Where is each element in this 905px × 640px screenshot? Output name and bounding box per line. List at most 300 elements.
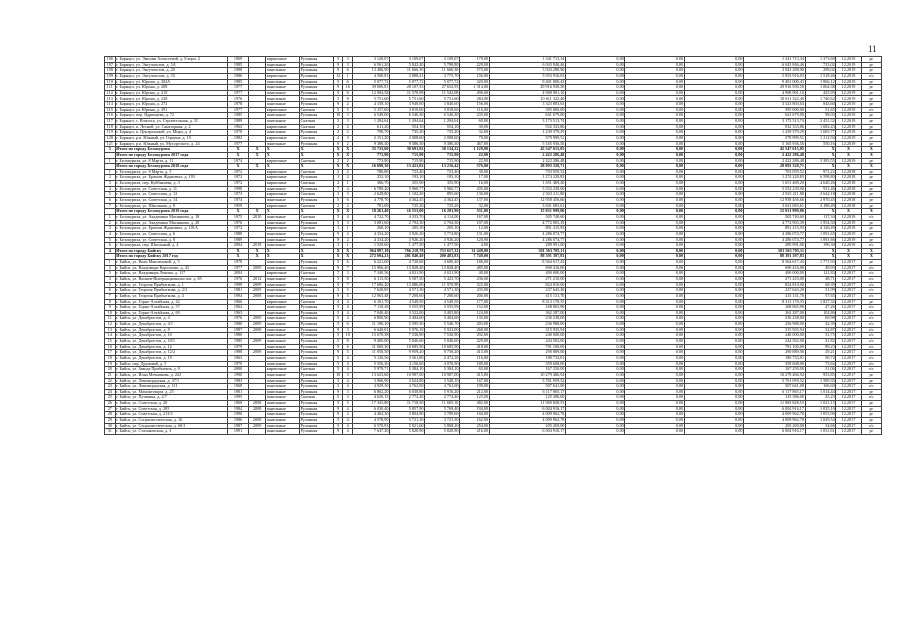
table-cell: панельные: [266, 243, 300, 249]
table-cell: 20: [105, 367, 116, 373]
table-cell: 10 987,00: [390, 372, 425, 378]
table-cell: 1 518,46: [805, 73, 836, 79]
table-cell: 12.2017: [836, 333, 861, 339]
table-cell: 7 536,90: [390, 333, 425, 339]
table-cell: 9: [333, 90, 343, 96]
table-cell: 4 076,50: [425, 361, 460, 367]
table-cell: 12: [105, 322, 116, 328]
table-cell: 30,00: [460, 169, 490, 175]
table-cell: 47,26: [805, 305, 836, 311]
table-cell: 7 340,56: [352, 271, 389, 277]
table-cell: 0,00: [625, 169, 684, 175]
table-cell: 2 008,60: [425, 135, 460, 141]
table-cell: 3: [343, 395, 353, 401]
table-cell: 641 679,00: [744, 113, 805, 119]
table-cell: 1 771,93: [805, 260, 836, 266]
table-cell: X: [266, 254, 300, 260]
table-cell: 0,00: [625, 406, 684, 412]
table-cell: 30 134,22: [425, 147, 460, 153]
table-cell: о/с: [861, 395, 881, 401]
table-cell: Скатная: [300, 135, 334, 141]
table-cell: Рулонная: [300, 130, 334, 136]
table-cell: 0,00: [625, 175, 684, 181]
table-cell: [249, 429, 266, 435]
table-cell: г. Барнаул, ул. Юрина, д. 204А: [115, 79, 227, 85]
table-cell: Рулонная: [300, 350, 334, 356]
table-cell: 1998: [227, 186, 248, 192]
table-cell: г. Бийск, пер. Дружный, д. 5: [115, 361, 227, 367]
table-cell: X: [266, 209, 300, 215]
table-cell: 0,00: [684, 57, 743, 63]
table-cell: 0,00: [684, 130, 743, 136]
table-cell: 0,00: [565, 316, 624, 322]
table-cell: 7 200,60: [425, 293, 460, 299]
table-cell: 1966: [227, 299, 248, 305]
table-cell: г. Барнаул, ул. Юрина, д. 272: [115, 102, 227, 108]
table-cell: 0,00: [565, 135, 624, 141]
table-cell: X: [300, 164, 334, 170]
table-cell: рг: [861, 198, 881, 204]
table-cell: 1988: [227, 350, 248, 356]
table-cell: 891 215,93: [489, 226, 565, 232]
table-cell: 0,00: [625, 107, 684, 113]
table-cell: 29: [105, 418, 116, 424]
table-cell: 0,00: [625, 310, 684, 316]
table-cell: г. Барнаул, ул. Юрина, д. 208: [115, 85, 227, 91]
table-cell: 0,00: [565, 395, 624, 401]
table-cell: 1 341 713,34: [489, 57, 565, 63]
table-cell: 10: [333, 113, 343, 119]
table-cell: 362 287,00: [489, 310, 565, 316]
table-cell: 3 109,07: [425, 57, 460, 63]
table-cell: 9 400,00: [352, 339, 389, 345]
table-cell: 88 391 397,83: [744, 254, 805, 260]
table-cell: 4: [343, 310, 353, 316]
table-cell: 131,00: [460, 231, 490, 237]
table-cell: 244 502,00: [744, 339, 805, 345]
table-cell: 31,06: [805, 367, 836, 373]
table-cell: Итого по городу Белокуриха 2018 года: [115, 164, 227, 170]
table-cell: 0,00: [625, 271, 684, 277]
table-cell: 843,60: [805, 102, 836, 108]
table-cell: кирпичные: [266, 367, 300, 373]
table-cell: панельные: [266, 316, 300, 322]
table-cell: 735,20: [390, 130, 425, 136]
table-cell: 205 269,00: [489, 423, 565, 429]
table-cell: 4: [105, 231, 116, 237]
table-cell: 0,00: [565, 271, 624, 277]
table-cell: 579 999,51: [744, 135, 805, 141]
table-cell: 125 386,00: [744, 395, 805, 401]
table-cell: 9: [333, 85, 343, 91]
table-cell: 5: [343, 288, 353, 294]
table-cell: о/с: [861, 355, 881, 361]
table-cell: 60,00: [460, 119, 490, 125]
table-cell: Рулонная: [300, 141, 334, 147]
table-cell: 10: [343, 333, 353, 339]
table-cell: 7 200,60: [390, 293, 425, 299]
table-cell: 2008: [249, 327, 266, 333]
table-cell: г. Белокуриха, ул. 8 Марта, д. 3: [115, 169, 227, 175]
table-cell: о/с: [861, 350, 881, 356]
table-cell: о/с: [861, 344, 881, 350]
table-cell: 0,00: [625, 344, 684, 350]
table-cell: 6 598,80: [805, 175, 836, 181]
table-cell: рг: [861, 231, 881, 237]
table-cell: 1990: [227, 372, 248, 378]
table-cell: 0,00: [565, 276, 624, 282]
table-cell: 10 611 322,40: [744, 96, 805, 102]
table-cell: 12.2017: [836, 367, 861, 373]
table-cell: панельные: [266, 102, 300, 108]
table-cell: 5: [333, 96, 343, 102]
table-cell: 2: [343, 175, 353, 181]
table-cell: 3 888,41: [390, 73, 425, 79]
table-cell: 1980: [227, 322, 248, 328]
table-cell: 16: [105, 344, 116, 350]
table-cell: панельные: [266, 378, 300, 384]
table-cell: 6 221,00: [352, 260, 389, 266]
table-cell: 120: [105, 135, 116, 141]
table-cell: г. Бийск, ул. Горно-Алтайская, д. 69: [115, 310, 227, 316]
table-cell: 237 643,20: [744, 288, 805, 294]
table-cell: 5: [333, 395, 343, 401]
table-cell: 26: [105, 401, 116, 407]
table-cell: 177,00: [460, 299, 490, 305]
table-cell: 12.2019: [836, 220, 861, 226]
table-cell: г. Белокуриха, ул. Советская, д. 6: [115, 231, 227, 237]
table-cell: 5: [333, 322, 343, 328]
table-cell: X: [805, 152, 836, 158]
table-cell: 1962: [227, 124, 248, 130]
table-cell: 0,00: [684, 198, 743, 204]
table-cell: панельные: [266, 288, 300, 294]
table-cell: X: [805, 248, 836, 254]
table-cell: 12: [333, 73, 343, 79]
table-cell: X: [333, 248, 343, 254]
table-cell: 4 362,45: [390, 198, 425, 204]
table-cell: 0,00: [625, 181, 684, 187]
table-cell: X: [333, 164, 343, 170]
table-cell: 366,70: [352, 181, 389, 187]
table-cell: Рулонная: [300, 113, 334, 119]
table-cell: Рулонная: [300, 237, 334, 243]
table-cell: 3 548,10: [425, 378, 460, 384]
table-cell: X: [333, 147, 343, 153]
table-cell: 22,00: [460, 152, 490, 158]
table-cell: 0,00: [565, 237, 624, 243]
table-cell: панельные: [266, 113, 300, 119]
table-cell: 0,00: [625, 79, 684, 85]
table-cell: 12.2017: [836, 372, 861, 378]
table-cell: 0,00: [684, 169, 743, 175]
table-cell: 124,00: [460, 310, 490, 316]
table-cell: 118: [105, 124, 116, 130]
table-cell: 12.2019: [836, 158, 861, 164]
table-cell: г. Бийск, ул. Владимира Короленко, д. 43: [115, 265, 227, 271]
table-cell: 1982: [227, 135, 248, 141]
table-cell: 45 547 615,05: [489, 147, 565, 153]
table-cell: 0,00: [684, 305, 743, 311]
table-cell: 0,00: [625, 367, 684, 373]
table-cell: 22,00: [460, 158, 490, 164]
table-cell: рг: [861, 181, 881, 187]
table-cell: 8: [343, 339, 353, 345]
table-cell: 29 916 930,50: [744, 85, 805, 91]
table-cell: кирпичные: [266, 73, 300, 79]
table-cell: 690 416,00: [744, 265, 805, 271]
table-cell: 0,00: [565, 355, 624, 361]
table-cell: 1977: [227, 90, 248, 96]
table-cell: 1 827,32: [805, 299, 836, 305]
table-cell: 0,00: [684, 209, 743, 215]
table-cell: рг: [861, 237, 881, 243]
table-cell: 0,00: [565, 181, 624, 187]
table-cell: 1977: [227, 141, 248, 147]
table-cell: 4 640,26: [805, 181, 836, 187]
table-cell: панельные: [266, 406, 300, 412]
table-cell: о/с: [861, 361, 881, 367]
table-cell: 12.2019: [836, 113, 861, 119]
table-cell: панельные: [266, 141, 300, 147]
table-cell: 3 721,30: [425, 418, 460, 424]
table-cell: 1974: [227, 158, 248, 164]
table-cell: 13 625,60: [352, 372, 389, 378]
table-cell: 1978: [227, 260, 248, 266]
table-cell: 11 050,50: [352, 350, 389, 356]
table-cell: 11 969 828,53: [489, 401, 565, 407]
table-cell: кирпичные: [266, 124, 300, 130]
table-cell: 3 403,80: [425, 310, 460, 316]
table-cell: 6 117 865,17: [744, 389, 805, 395]
table-cell: панельные: [266, 401, 300, 407]
table-cell: 0,00: [565, 406, 624, 412]
table-cell: 971,22: [805, 169, 836, 175]
table-cell: 2: [343, 102, 353, 108]
table-cell: 1977: [227, 107, 248, 113]
table-cell: 0,00: [625, 237, 684, 243]
table-cell: 0,00: [565, 73, 624, 79]
table-cell: 2 704,30: [425, 220, 460, 226]
table-cell: 5: [343, 401, 353, 407]
table-cell: 8 364 617,43: [489, 260, 565, 266]
table-cell: 395 000,00: [489, 107, 565, 113]
table-cell: 212,00: [460, 389, 490, 395]
table-cell: 0,00: [684, 96, 743, 102]
table-cell: 69,98: [805, 316, 836, 322]
table-cell: панельные: [266, 198, 300, 204]
table-cell: 0,00: [565, 310, 624, 316]
table-cell: 3 774,80: [425, 231, 460, 237]
table-cell: 28: [105, 412, 116, 418]
table-cell: 5: [333, 423, 343, 429]
table-cell: 0,00: [565, 367, 624, 373]
table-cell: 3 323 803,63: [744, 102, 805, 108]
table-cell: рг: [861, 429, 881, 435]
table-cell: г. Белокуриха, ул. Советская, д. 8: [115, 237, 227, 243]
table-cell: Рулонная: [300, 90, 334, 96]
table-cell: г. Белокуриха, ул. Советская, д. 12: [115, 192, 227, 198]
table-cell: 0,00: [565, 243, 624, 249]
table-cell: 4: [343, 406, 353, 412]
table-cell: рг: [861, 226, 881, 232]
table-cell: 0,00: [625, 248, 684, 254]
capital-repair-table: [104, 56, 882, 435]
table-cell: 0,00: [625, 203, 684, 209]
table-cell: Рулонная: [300, 220, 334, 226]
table-cell: 17 343,80: [352, 401, 389, 407]
table-cell: 3: [333, 192, 343, 198]
table-cell: 32,00: [460, 130, 490, 136]
table-cell: 10 611 322,40: [489, 96, 565, 102]
table-cell: Рулонная: [300, 418, 334, 424]
table-cell: 0,00: [684, 102, 743, 108]
table-cell: 1 129,00: [460, 147, 490, 153]
table-cell: Рулонная: [300, 231, 334, 237]
table-cell: 0,00: [684, 282, 743, 288]
table-cell: X: [805, 164, 836, 170]
table-cell: 0,00: [684, 344, 743, 350]
table-cell: 3 624,80: [390, 378, 425, 384]
table-cell: г. Бийск, ул. Социалистическая, д. 16: [115, 418, 227, 424]
table-cell: 2009: [249, 288, 266, 294]
table-cell: 723,02: [805, 62, 836, 68]
table-cell: 0,00: [565, 79, 624, 85]
table-cell: 12.2017: [836, 350, 861, 356]
table-cell: Итого по городу Бийску 2017 год: [115, 254, 227, 260]
table-cell: 4 158,10: [352, 102, 389, 108]
table-cell: 6 004 916,17: [489, 429, 565, 435]
table-cell: 490 000,00: [744, 271, 805, 277]
table-cell: 5 979,71: [352, 367, 389, 373]
table-cell: 2: [333, 158, 343, 164]
table-cell: 4: [343, 361, 353, 367]
table-cell: 550,16: [805, 141, 836, 147]
table-cell: 4 620,15: [352, 395, 389, 401]
table-cell: 0,00: [684, 237, 743, 243]
table-cell: 0,00: [565, 361, 624, 367]
table-cell: 0,00: [565, 322, 624, 328]
table-cell: 766 218,78: [390, 248, 425, 254]
table-cell: рг: [861, 141, 881, 147]
table-cell: 50,74: [805, 355, 836, 361]
table-cell: 4 021,90: [390, 271, 425, 277]
table-cell: 1 031,61: [805, 429, 836, 435]
table-cell: 0,00: [625, 135, 684, 141]
table-cell: 1986: [227, 73, 248, 79]
table-cell: г. Белокуриха, ул. Академика Мясникова, д. 20: [115, 220, 227, 226]
table-cell: 0,00: [625, 322, 684, 328]
table-cell: рг: [861, 406, 881, 412]
table-cell: 9 959,20: [390, 350, 425, 356]
table-cell: 0,00: [565, 220, 624, 226]
table-cell: 2 923 211,80: [744, 192, 805, 198]
table-cell: 5: [333, 361, 343, 367]
table-cell: Рулонная: [300, 344, 334, 350]
table-cell: 12.2017: [836, 327, 861, 333]
table-cell: 21: [105, 372, 116, 378]
table-cell: 0,00: [684, 90, 743, 96]
table-cell: г. Бийск, ул. Георгия Прибыткова, д. 1: [115, 282, 227, 288]
table-cell: 0,00: [684, 260, 743, 266]
table-cell: 3 789,60: [425, 412, 460, 418]
table-cell: 0,00: [625, 68, 684, 74]
table-cell: 12.2019: [836, 135, 861, 141]
table-cell: 2008: [249, 418, 266, 424]
table-cell: 12.2017: [836, 412, 861, 418]
table-cell: 2: [343, 124, 353, 130]
table-cell: 0,00: [625, 147, 684, 153]
table-cell: 0,00: [684, 175, 743, 181]
table-cell: 2: [343, 412, 353, 418]
table-cell: 482,00: [460, 401, 490, 407]
table-cell: 12.2019: [836, 237, 861, 243]
table-cell: 1985: [227, 62, 248, 68]
table-cell: 0,00: [684, 226, 743, 232]
table-cell: 355,90: [425, 181, 460, 187]
table-cell: 4 114,00: [425, 214, 460, 220]
table-cell: 1964: [227, 305, 248, 311]
table-cell: Скатная: [300, 192, 334, 198]
table-cell: г. Барнаул, с. Власиха, ул. Строительная, д. 31: [115, 119, 227, 125]
table-cell: Рулонная: [300, 276, 334, 282]
table-cell: 0,00: [684, 339, 743, 345]
table-cell: 1: [343, 73, 353, 79]
table-cell: 1972: [227, 169, 248, 175]
table-cell: 0,00: [625, 62, 684, 68]
table-cell: 786,80: [352, 169, 389, 175]
table-cell: 7 620,85: [352, 288, 389, 294]
table-cell: 0,00: [625, 389, 684, 395]
table-cell: 0,00: [565, 192, 624, 198]
table-cell: 290 889,00: [489, 350, 565, 356]
table-cell: 824 810,00: [744, 282, 805, 288]
table-cell: 27 652,95: [425, 85, 460, 91]
table-cell: 0,00: [625, 361, 684, 367]
table-cell: панельные: [266, 310, 300, 316]
table-cell: 1 064,38: [805, 85, 836, 91]
table-cell: 0,00: [565, 147, 624, 153]
table-cell: 6: [343, 322, 353, 328]
table-cell: 1 651 469,20: [489, 181, 565, 187]
table-cell: 5: [333, 310, 343, 316]
table-cell: 6 004 916,17: [489, 406, 565, 412]
table-cell: 5: [333, 57, 343, 63]
table-cell: 467,00: [460, 141, 490, 147]
table-cell: 12.2019: [836, 68, 861, 74]
table-cell: рг: [861, 96, 881, 102]
table-cell: 15 031 999,86: [744, 209, 805, 215]
table-cell: 5 761 059,52: [744, 378, 805, 384]
table-cell: 0,00: [565, 175, 624, 181]
table-cell: 0,00: [684, 271, 743, 277]
table-cell: 505 740,60: [744, 214, 805, 220]
table-cell: панельные: [266, 350, 300, 356]
table-cell: 3 522,00: [390, 310, 425, 316]
table-cell: 2009: [249, 265, 266, 271]
table-cell: X: [805, 209, 836, 215]
table-cell: 14: [105, 333, 116, 339]
table-cell: панельные: [266, 130, 300, 136]
table-cell: Рулонная: [300, 57, 334, 63]
table-cell: Итого по городу Белокуриха: [115, 147, 227, 153]
table-cell: 289 991,00: [489, 243, 565, 249]
table-cell: 0,00: [684, 152, 743, 158]
table-cell: Рулонная: [300, 102, 334, 108]
table-cell: Скатная: [300, 226, 334, 232]
table-cell: 0,00: [625, 423, 684, 429]
table-cell: 1 212,94: [805, 135, 836, 141]
